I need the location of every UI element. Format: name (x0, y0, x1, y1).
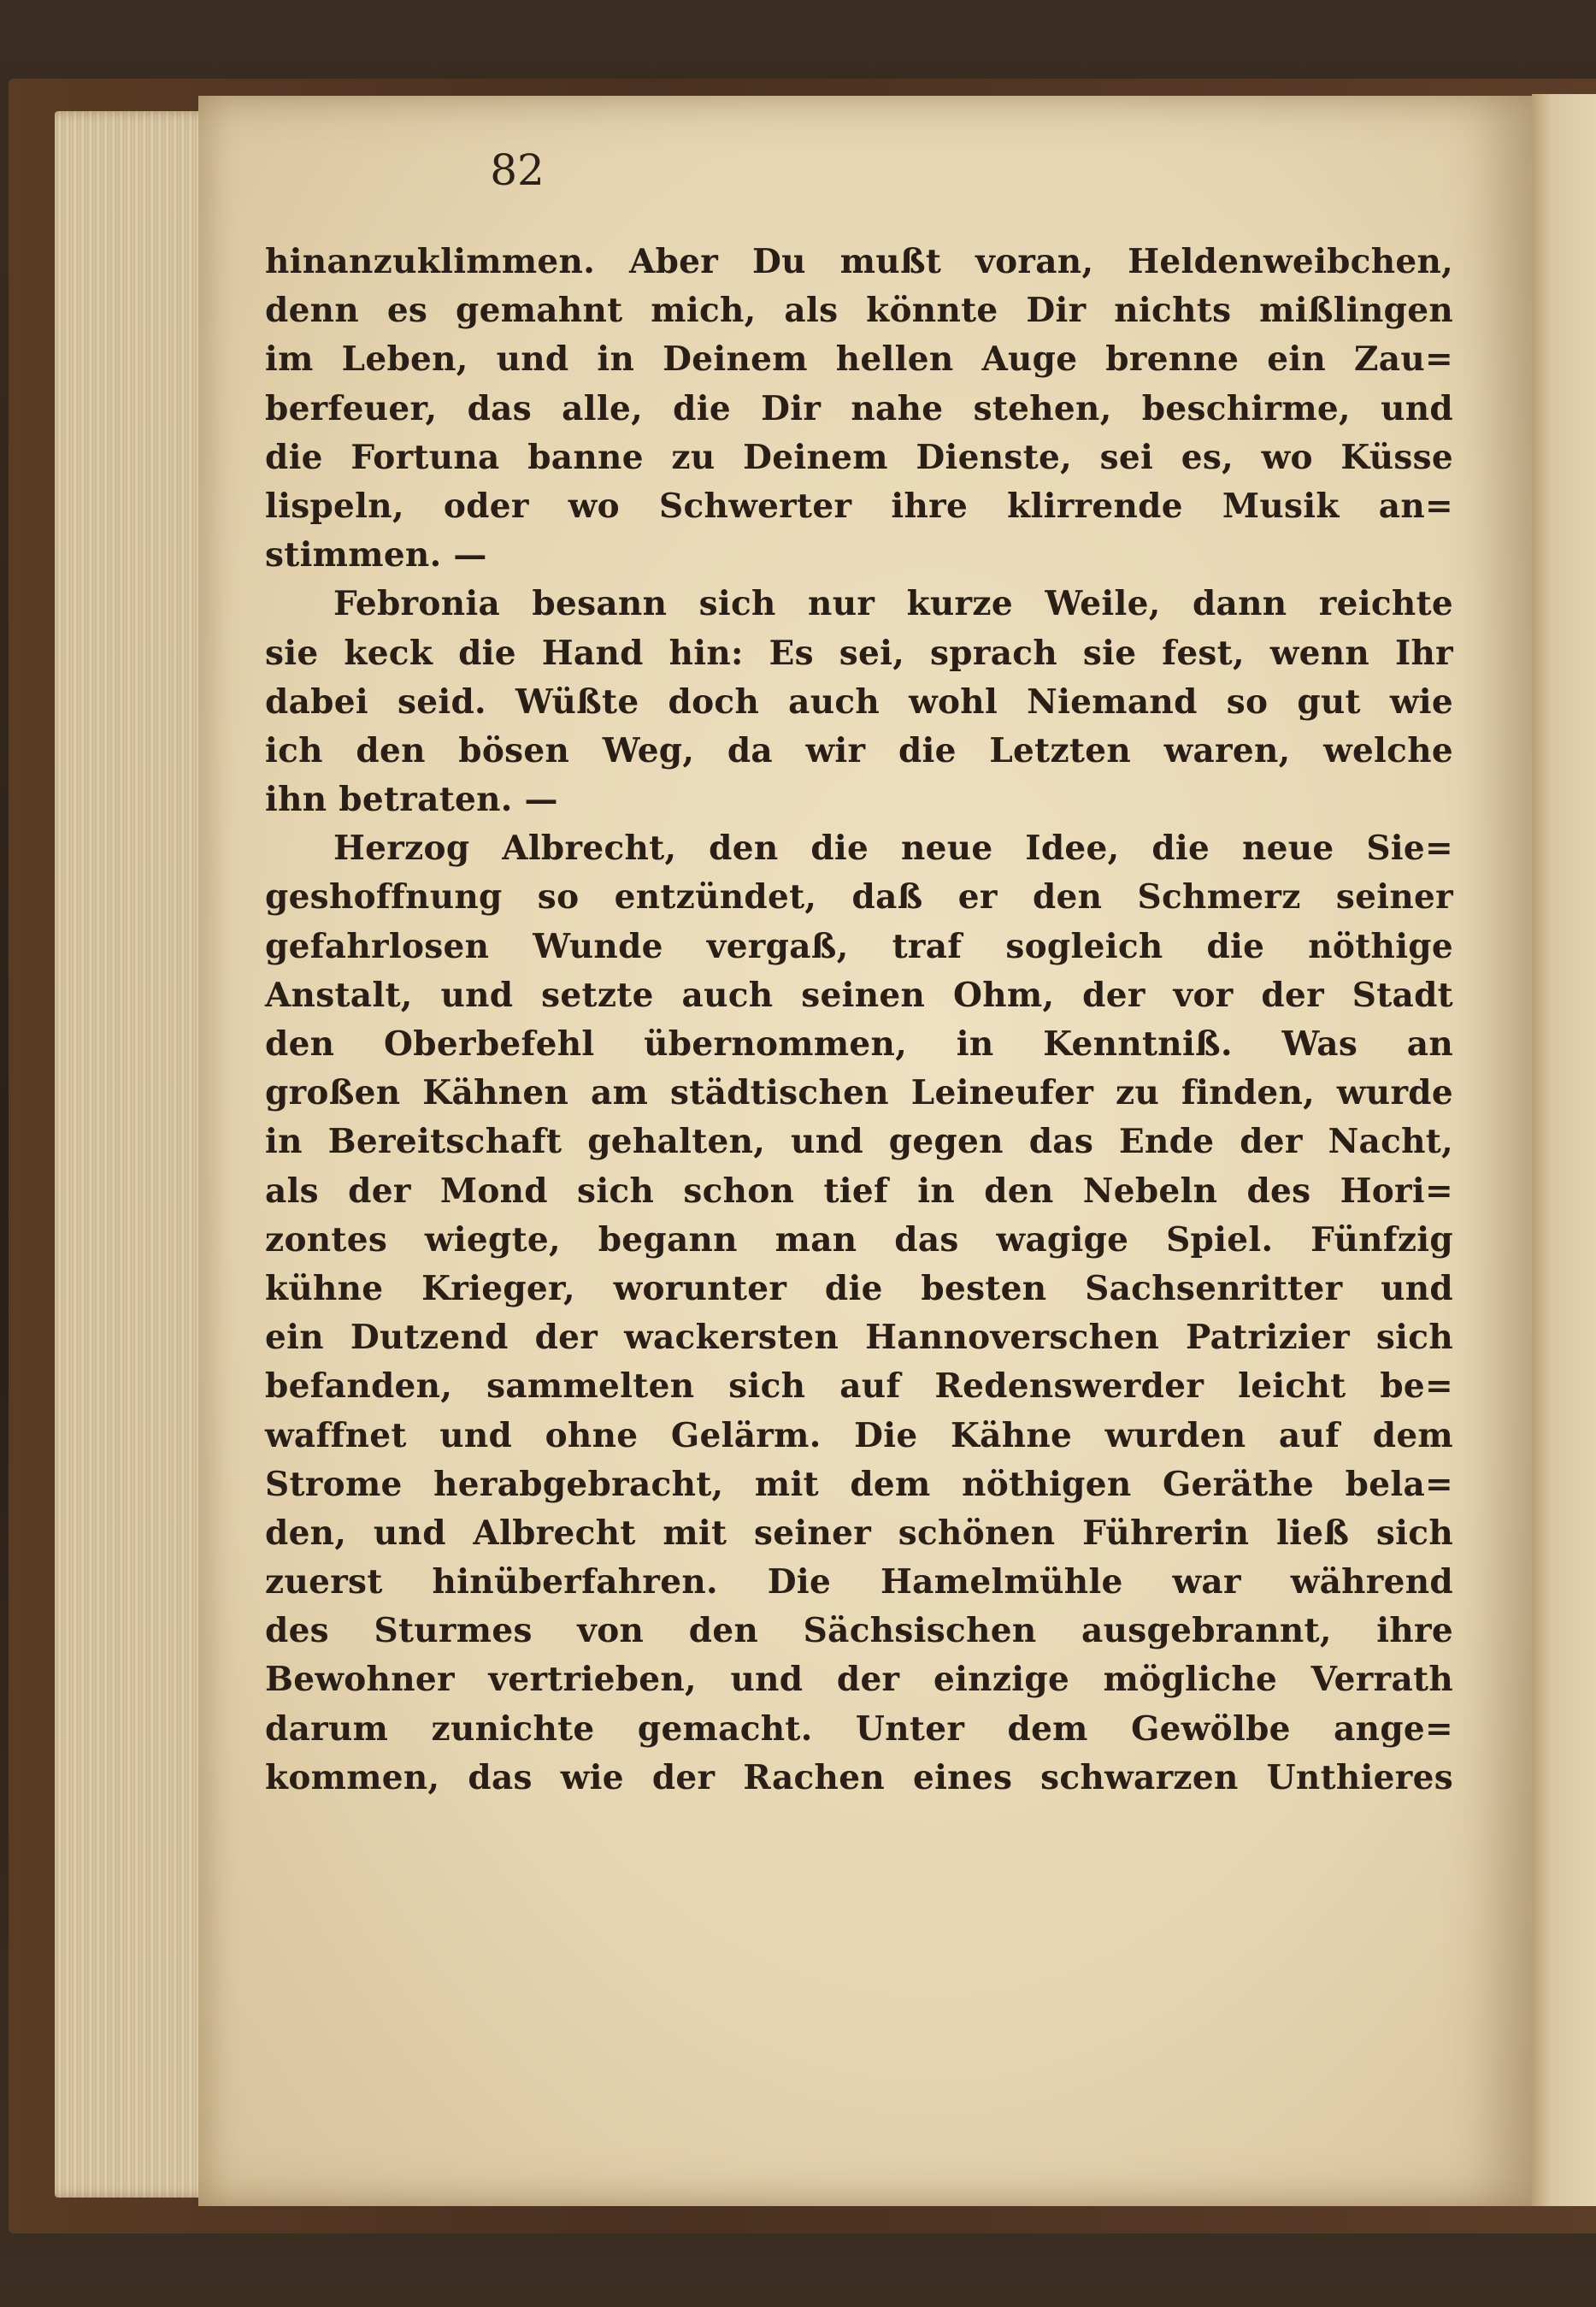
text-line: im Leben, und in Deinem hellen Auge brenne ein Zau= (265, 339, 1453, 380)
text-line: Strome herabgebracht, mit dem nöthigen Geräthe bela= (265, 1464, 1453, 1504)
text-line: zuerst hinüberfahren. Die Hamelmühle war während (265, 1562, 1453, 1602)
text-line: sie keck die Hand hin: Es sei, sprach sie fest, wenn Ihr (265, 633, 1453, 673)
text-line: zontes wiegte, begann man das wagige Spiel. Fünfzig (265, 1219, 1453, 1260)
text-line: befanden, sammelten sich auf Redenswerder leicht be= (265, 1366, 1453, 1407)
text-line: hinanzuklimmen. Aber Du mußt voran, Heldenweibchen, (265, 242, 1453, 281)
text-line: Bewohner vertrieben, und der einzige mögliche Verrath (265, 1660, 1453, 1700)
text-line: berfeuer, das alle, die Dir nahe stehen, beschirme, und (265, 388, 1453, 428)
text-line: gefahrlosen Wunde vergaß, traf sogleich die nöthige (265, 926, 1453, 966)
text-line: darum zunichte gemacht. Unter dem Gewölbe ange= (265, 1708, 1453, 1749)
page-edges (55, 111, 217, 2198)
text-line: den, und Albrecht mit seiner schönen Führerin ließ sich (265, 1513, 1453, 1553)
text-line: Febronia besann sich nur kurze Weile, dann reichte (333, 584, 1453, 624)
text-line: stimmen. — (265, 535, 487, 575)
text-line: den Oberbefehl übernommen, in Kenntniß. Was an (265, 1024, 1453, 1064)
text-line: lispeln, oder wo Schwerter ihre klirrende Musik an= (265, 486, 1453, 526)
text-line: in Bereitschaft gehalten, und gegen das Ende der Nacht, (265, 1122, 1453, 1162)
text-line: Anstalt, und setzte auch seinen Ohm, der vor der Stadt (265, 975, 1453, 1015)
text-line: ich den bösen Weg, da wir die Letzten waren, welche (265, 730, 1453, 770)
text-line: als der Mond sich schon tief in den Nebeln des Hori= (265, 1171, 1453, 1211)
text-line: die Fortuna banne zu Deinem Dienste, sei es, wo Küsse (265, 437, 1453, 477)
facing-page-edge (1532, 94, 1596, 2206)
text-line: kommen, das wie der Rachen eines schwarzen Unthieres (265, 1757, 1453, 1797)
page-text (265, 238, 1453, 1803)
text-line: denn es gemahnt mich, als könnte Dir nichts mißlingen (265, 291, 1453, 331)
text-line: ein Dutzend der wackersten Hannoverschen Patrizier sich (265, 1318, 1453, 1358)
text-line: Herzog Albrecht, den die neue Idee, die neue Sie= (333, 829, 1453, 869)
text-line: des Sturmes von den Sächsischen ausgebrannt, ihre (265, 1611, 1453, 1651)
text-line: großen Kähnen am städtischen Leineufer zu finden, wurde (265, 1073, 1453, 1113)
text-line: dabei seid. Wüßte doch auch wohl Niemand so gut wie (265, 681, 1453, 722)
page-number: 82 (490, 145, 545, 195)
text-line: kühne Krieger, worunter die besten Sachsenritter und (265, 1268, 1453, 1308)
text-line: waffnet und ohne Gelärm. Die Kähne wurden auf dem (265, 1415, 1453, 1455)
text-line: ihn betraten. — (265, 780, 558, 820)
text-line: geshoffnung so entzündet, daß er den Schmerz seiner (265, 877, 1453, 917)
